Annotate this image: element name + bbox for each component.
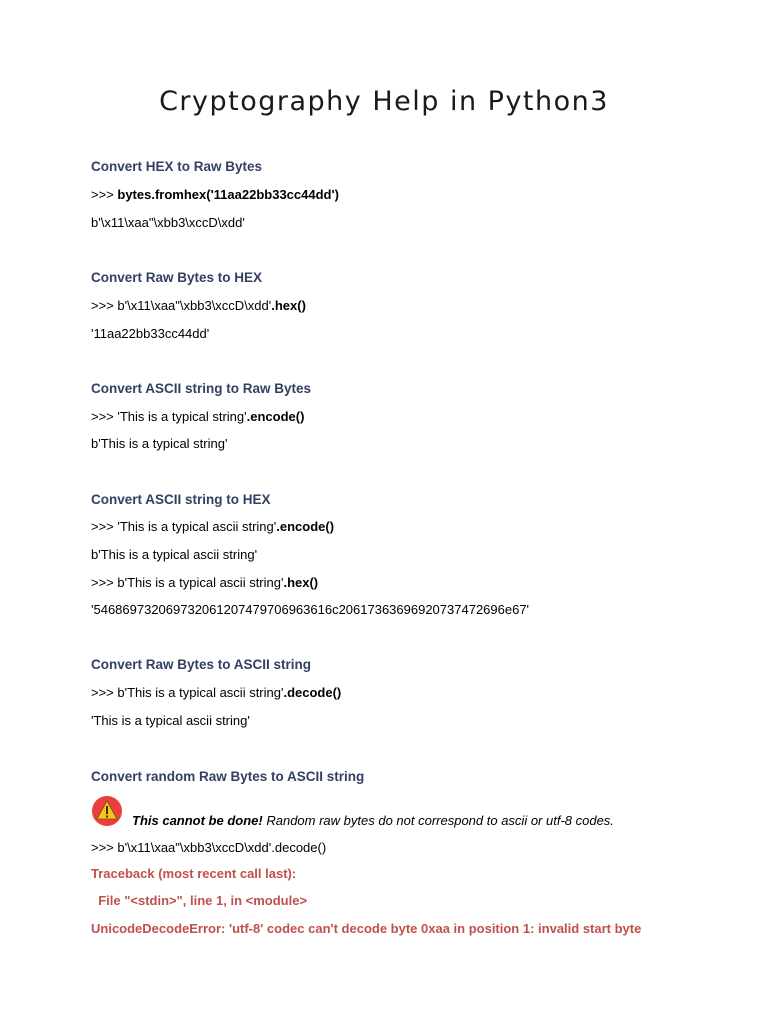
- section-heading: Convert Raw Bytes to HEX: [91, 270, 263, 285]
- error-line: UnicodeDecodeError: 'utf-8' codec can't decode byte 0xaa in position 1: invalid start byte: [91, 921, 642, 936]
- traceback-line: Traceback (most recent call last):: [91, 866, 297, 881]
- section-heading: Convert Raw Bytes to ASCII string: [91, 657, 312, 672]
- code-line: >>> b'\x11\xaa"\xbb3\xccD\xdd'.decode(): [91, 840, 327, 855]
- page-title: Cryptography Help in Python3: [159, 86, 609, 117]
- output-line: b'This is a typical ascii string': [91, 547, 258, 562]
- output-line: '11aa22bb33cc44dd': [91, 326, 210, 341]
- traceback-line: File "<stdin>", line 1, in <module>: [91, 893, 308, 908]
- output-line: b'\x11\xaa"\xbb3\xccD\xdd': [91, 215, 245, 230]
- code-line: >>> bytes.fromhex('11aa22bb33cc44dd'): [91, 187, 339, 202]
- output-line: b'This is a typical string': [91, 436, 228, 451]
- code-line: >>> 'This is a typical ascii string'.encode(): [91, 519, 335, 534]
- output-line: '546869732069732061207479706963616c20617363696920737472696e67': [91, 602, 530, 617]
- code-line: >>> 'This is a typical string'.encode(): [91, 409, 305, 424]
- code-line: >>> b'This is a typical ascii string'.decode(): [91, 685, 342, 700]
- output-line: 'This is a typical ascii string': [91, 713, 250, 728]
- section-heading: Convert random Raw Bytes to ASCII string: [91, 769, 365, 784]
- warning-message: This cannot be done! Random raw bytes do not correspond to ascii or utf-8 codes.: [132, 813, 614, 828]
- warning-icon: [91, 796, 123, 826]
- code-line: >>> b'This is a typical ascii string'.hex(): [91, 575, 319, 590]
- section-heading: Convert ASCII string to Raw Bytes: [91, 381, 312, 396]
- section-heading: Convert ASCII string to HEX: [91, 492, 271, 507]
- section-heading: Convert HEX to Raw Bytes: [91, 159, 263, 174]
- code-line: >>> b'\x11\xaa"\xbb3\xccD\xdd'.hex(): [91, 298, 306, 313]
